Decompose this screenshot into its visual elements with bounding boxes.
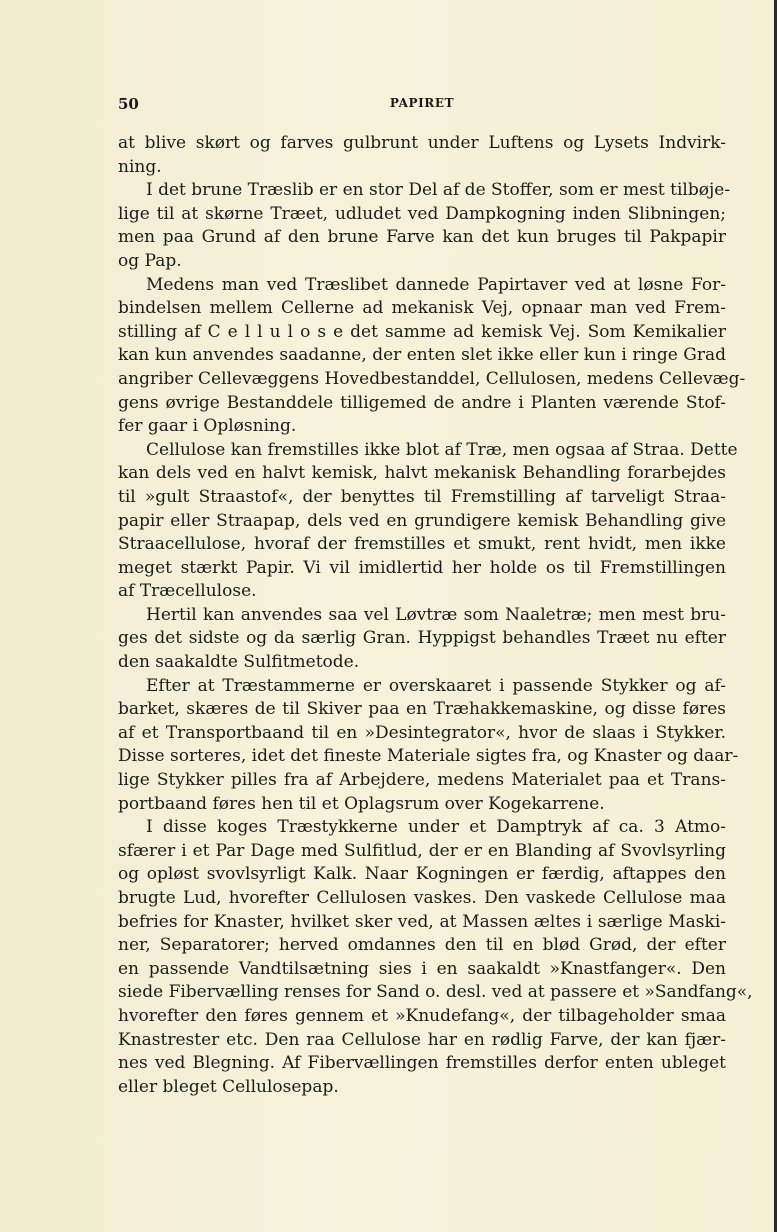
text-line: brugte Lud, hvorefter Cellulosen vaskes. Den vaskede Cellulose maa [118,888,726,908]
text-line: hvorefter den føres gennem et »Knudefang«, der tilbageholder smaa [118,1005,726,1026]
text-line: I det brune Træslib er en stor Del af de Stoffer, som er mest tilbøje- [146,180,731,201]
text-line: Medens man ved Træslibet dannede Papirtaver ved at løsne For- [146,274,726,295]
paragraph [118,604,726,675]
paragraph [118,274,746,439]
text-line: Hertil kan anvendes saa vel Løvtræ som Naaletræ; men mest bru- [146,604,726,625]
text-line: barket, skæres de til Skiver paa en Træhakkemaskine, og disse føres [118,699,726,720]
text-line: ning. [118,156,162,177]
text-line: Knastrester etc. Den raa Cellulose har en rødlig Farve, der kan fjær- [118,1029,726,1050]
text-line: Cellulose kan fremstilles ikke blot af Træ, men ogsaa af Straa. Dette [146,439,738,460]
text-line: nes ved Blegning. Af Fibervællingen fremstilles derfor enten ubleget [118,1053,726,1074]
text-line: kan kun anvendes saadanne, der enten slet ikke eller kun i ringe Grad [118,345,726,366]
text-line: Disse sorteres, idet det fineste Materiale sigtes fra, og Knaster og daar- [118,746,739,767]
body-text [118,132,753,1099]
text-line: at blive skørt og farves gulbrunt under Luftens og Lysets Indvirk- [118,133,726,153]
text-line: Straacellulose, hvoraf der fremstilles et smukt, rent hvidt, men ikke [118,534,726,555]
text-line: en passende Vandtilsætning sies i en saakaldt »Knastfanger«. Den [118,958,726,979]
text-line: siede Fibervælling renses for Sand o. desl. ved at passere et »Sandfang«, [118,982,753,1003]
text-line: men paa Grund af den brune Farve kan det kun bruges til Pakpapir [118,227,726,248]
text-line: I disse koges Træstykkerne under et Damptryk af ca. 3 Atmo- [146,817,726,838]
text-line: eller bleget Cellulosepap. [118,1076,339,1097]
paragraph [118,675,739,817]
page-header [118,95,726,115]
text-line: portbaand føres hen til et Oplagsrum over Kogekarrene. [118,793,605,814]
running-title: PAPIRET [389,96,455,110]
text-line: til »gult Straastof«, der benyttes til Fremstilling af tarveligt Straa- [118,486,726,507]
paragraph [118,439,738,604]
text-line: ner, Separatorer; herved omdannes den til en blød Grød, der efter [118,935,726,956]
text-line: lige til at skørne Træet, udludet ved Dampkogning inden Slibningen; [118,203,726,224]
text-line: fer gaar i Opløsning. [118,416,297,437]
text-line: af et Transportbaand til en »Desintegrator«, hvor de slaas i Stykker. [118,722,726,743]
text-line: meget stærkt Papir. Vi vil imidlertid her holde os til Fremstillingen [118,557,726,578]
text-line: den saakaldte Sulfitmetode. [118,652,360,673]
paragraph [118,132,726,179]
text-line: sfærer i et Par Dage med Sulfitlud, der er en Blanding af Svovlsyrling [118,840,726,861]
text-line: Efter at Træstammerne er overskaaret i passende Stykker og af- [146,675,726,696]
text-line: lige Stykker pilles fra af Arbejdere, medens Materialet paa et Trans- [118,770,726,791]
page-number: 50 [118,95,139,113]
text-line: angriber Cellevæggens Hovedbestanddel, Cellulosen, medens Cellevæg- [118,368,746,389]
text-line: stilling af C e l l u l o s e det samme ad kemisk Vej. Som Kemikalier [118,321,726,342]
text-line: og Pap. [118,250,182,271]
text-line: ges det sidste og da særlig Gran. Hyppigst behandles Træet nu efter [118,628,726,649]
text-line: papir eller Straapap, dels ved en grundigere kemisk Behandling give [118,510,726,531]
text-line: befries for Knaster, hvilket sker ved, at Massen æltes i særlige Maski- [118,911,726,932]
text-line: af Træcellulose. [118,581,257,602]
text-line: og opløst svovlsyrligt Kalk. Naar Kogningen er færdig, aftappes den [118,864,726,885]
text-line: bindelsen mellem Cellerne ad mekanisk Vej, opnaar man ved Frem- [118,298,726,319]
text-line: kan dels ved en halvt kemisk, halvt mekanisk Behandling forarbejdes [118,463,726,484]
text-line: gens øvrige Bestanddele tilligemed de andre i Planten værende Stof- [118,392,726,413]
paragraph [118,816,753,1099]
paragraph [118,179,731,273]
